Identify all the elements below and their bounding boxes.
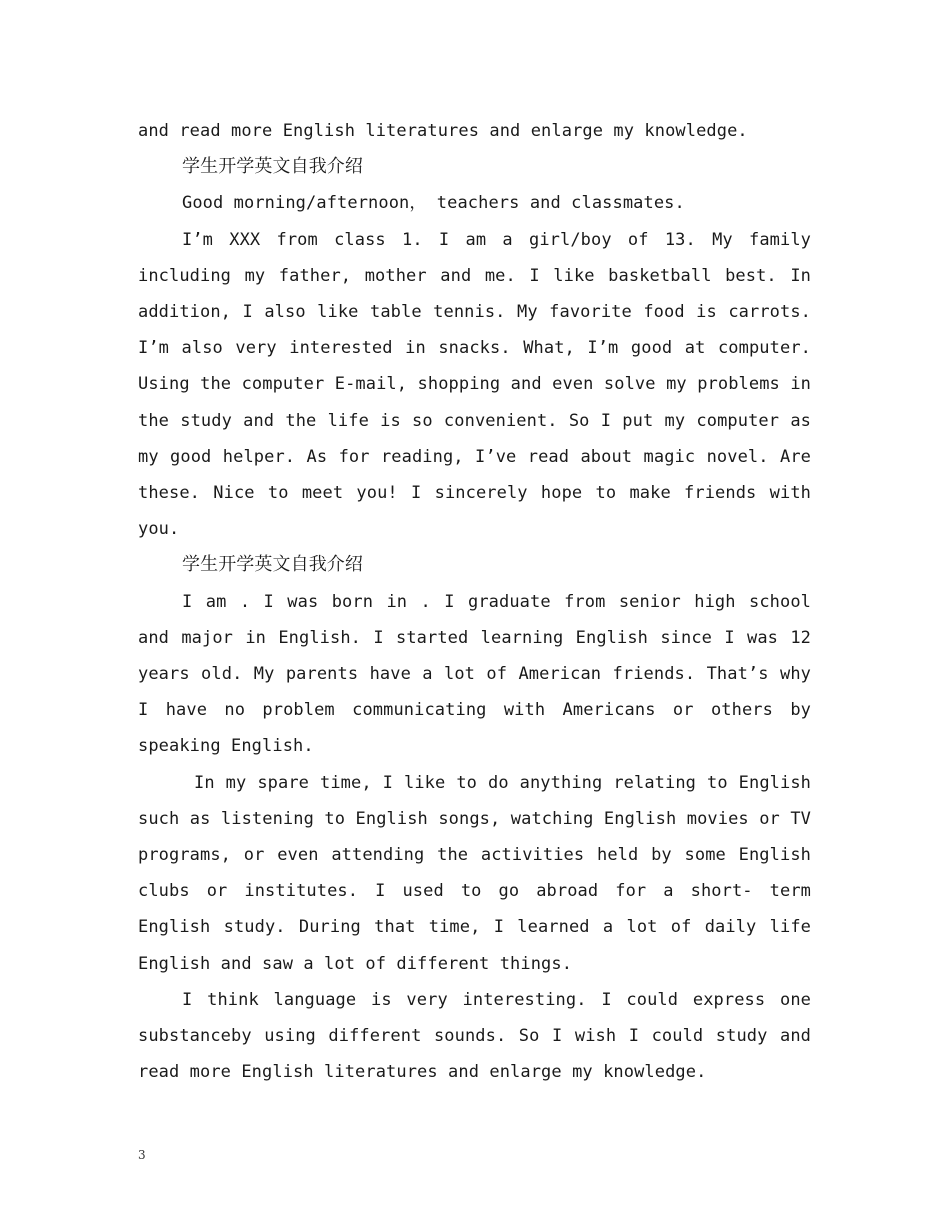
section-heading: 学生开学英文自我介绍 (182, 554, 363, 576)
page-number: 3 (138, 1148, 146, 1162)
hobbies-paragraph: In my spare time, I like to do anything relating to English such as listening to English songs, watching English movies or TV programs, or even attending the activities held by some English clubs or institutes. I used to go abroad for a short- term English study. During that time, I learned a lot of daily life English and saw a lot of different things. (138, 772, 811, 974)
closing-paragraph: I think language is very interesting. I could express one substanceby using different sounds. So I wish I could study and read more English literatures and enlarge my knowledge. (138, 989, 811, 1083)
document-body (138, 113, 811, 1090)
section-heading: 学生开学英文自我介绍 (182, 156, 363, 178)
continuation-paragraph: and read more English literatures and enlarge my knowledge. (138, 121, 748, 141)
greeting-paragraph: Good morning/afternoon， teachers and classmates. (182, 193, 685, 214)
background-paragraph: I am . I was born in . I graduate from senior high school and major in English. I started learning English since I was 12 years old. My parents have a lot of American friends. That’s why I have no problem communicating with Americans or others by speaking English. (138, 591, 811, 757)
introduction-paragraph: I’m XXX from class 1. I am a girl/boy of 13. My family including my father, mother and me. I like basketball best. In addition, I also like table tennis. My favorite food is carrots. I’m also very interested in snacks. What, I’m good at computer. Using the computer E-mail, shopping and even solve my problems in the study and the life is so convenient. So I put my computer as my good helper. As for reading, I’ve read about magic novel. Are these. Nice to meet you! I sincerely hope to make friends with you. (138, 229, 811, 540)
